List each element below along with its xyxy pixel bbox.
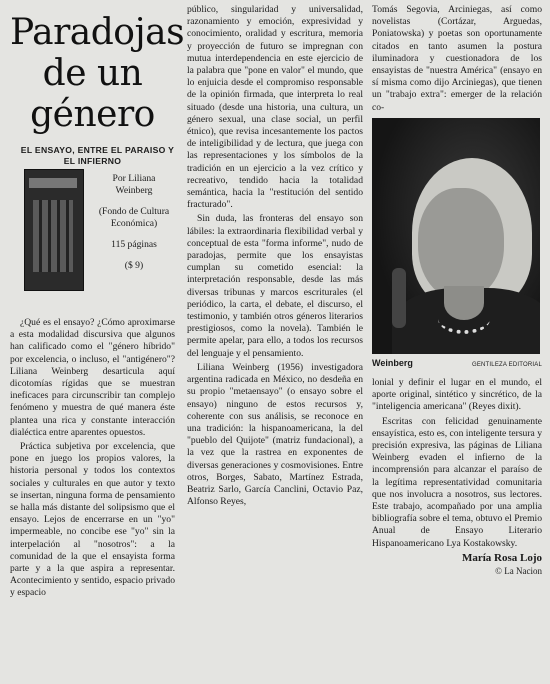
column-3 <box>372 4 542 577</box>
column-1 <box>10 4 185 602</box>
book-author: Por Liliana Weinberg <box>112 173 156 196</box>
book-info <box>94 173 174 281</box>
author-signature: María Rosa Lojo <box>461 551 542 564</box>
paragraph: lonial y definir el lugar en el mundo, el aporte original, sintético y sincrético, de la "inteligencia americana" (Reyes dixit). <box>372 377 542 413</box>
column-2 <box>187 4 363 510</box>
caption-name: Weinberg <box>372 357 413 368</box>
paragraph: ¿Qué es el ensayo? ¿Cómo aproximarse a esta modalidad discursiva que algunos han calificado como el "género híbrido" por excelencia, o incluso, el "antigénero"? Liliana Weinberg desarticula aquí dicotomías rígidas que se muestran ineficaces para circunscribir tan complejo fenómeno y muestra de qué manera éste plantea una rica y constante interacción dialéctica entre aparentes opuestos. <box>10 317 175 438</box>
photo-credit: GENTILEZA EDITORIAL <box>471 361 542 368</box>
paragraph: Escritas con felicidad genuinamente ensayística, esto es, con inteligente tersura y precisión expresiva, las páginas de Liliana Weinberg evaden el infierno de la incomprensión para alcanzar el paraíso de la legítima representatividad comunitaria que nos involucra a nosotros, sus lectores. Este trabajo, acompañado por una amplia bibliografía sobre el tema, obtuvo el Premio Anual de Ensayo Literario Hispanoamericano Lya Kostakowsky. <box>372 415 542 549</box>
source-credit: © La Nacion <box>495 565 542 576</box>
author-photo <box>372 118 540 354</box>
paragraph: público, singularidad y universalidad, razonamiento y emoción, expresividad y conocimiento, oralidad y escritura, memoria y proyección de futuro se impregnan con mutua interdependencia en este ejercicio de la palabra que "pone en valor" el mundo, que lo enjuicia desde el compromiso responsable de la opinión firmada, que interpreta lo real situado (desde una historia, una cultura, un género sexual, una clase social, un perfil étnico), que revisa incesantemente los pactos de inteligibilidad y de lectura, que juega con las representaciones y los símbolos de la tradición en un ejercicio a la vez crítico y recreativo, tendido hacia la totalidad semántica, hacia la "restitución del sentido fracturado". <box>187 4 363 211</box>
kicker: EL ENSAYO, ENTRE EL PARAISO Y EL INFIERNO <box>20 145 175 166</box>
book-publisher: (Fondo de Cultura Económica) <box>98 206 170 229</box>
paragraph: Liliana Weinberg (1956) investigadora argentina radicada en México, no desdeña en su propio "metaensayo" (o ensayo sobre el ensayo) ninguno de estos recursos y, coherente con sus análisis, se reconoce en una tradición: la hispanoamericana, la del "pueblo del Quijote" (matriz fundacional), a la vez que la rastrea en exponentes de diversas generaciones y cosmovisiones. Entre otros, Borges, Sabato, Martínez Estrada, Beatriz Sarlo, García Canclini, Octavio Paz, Alfonso Reyes, <box>187 361 363 508</box>
book-box <box>10 169 175 311</box>
book-price: ($ 9) <box>124 260 144 271</box>
photo-caption <box>372 357 542 371</box>
paragraph: Tomás Segovia, Arciniegas, así como novelistas (Cortázar, Arguedas, Poniatowska) y poetas son oportunamente citados en tanto asumen la postura iluminadora y cuestionadora de los ensayistas de "nuestra América" (ensayo en sí misma como dijo Arciniegas), que tienen un "trabajo extra": emerger de la relación co- <box>372 4 542 113</box>
paragraph: Práctica subjetiva por excelencia, que pone en juego los propios valores, la historia personal y todos los contextos sociales y culturales en que autor y texto se insertan, ninguna forma de pensamiento se halla más distante del solipsismo que el ensayo. Lejos de encerrarse en un "yo" impermeable, no concibe ese "yo" sin la interpelación al "nosotros": a la comunidad de la que el ensayista forma parte y a la que aspira a representar. Acontecimiento y sentido, espacio privado y espacio <box>10 441 175 599</box>
paragraph: Sin duda, las fronteras del ensayo son lábiles: la extraordinaria flexibilidad verbal y conceptual de esta "forma informe", nudo de paradojas, permite que los ensayistas cumplan su cometido esencial: la interpretación responsable, desde las más diversas tribunas y marcos escriturales (el periódico, la carta, el debate, el discurso, el testimonio, y también otros géneros literarios prestigiosos, como la novela). También le permite apelar, para ello, a todos los recursos del lenguaje y el pensamiento. <box>187 213 363 359</box>
book-cover-image <box>24 169 84 291</box>
book-pages: 115 páginas <box>111 239 157 250</box>
article-title: Paradojas de un género <box>10 12 185 135</box>
